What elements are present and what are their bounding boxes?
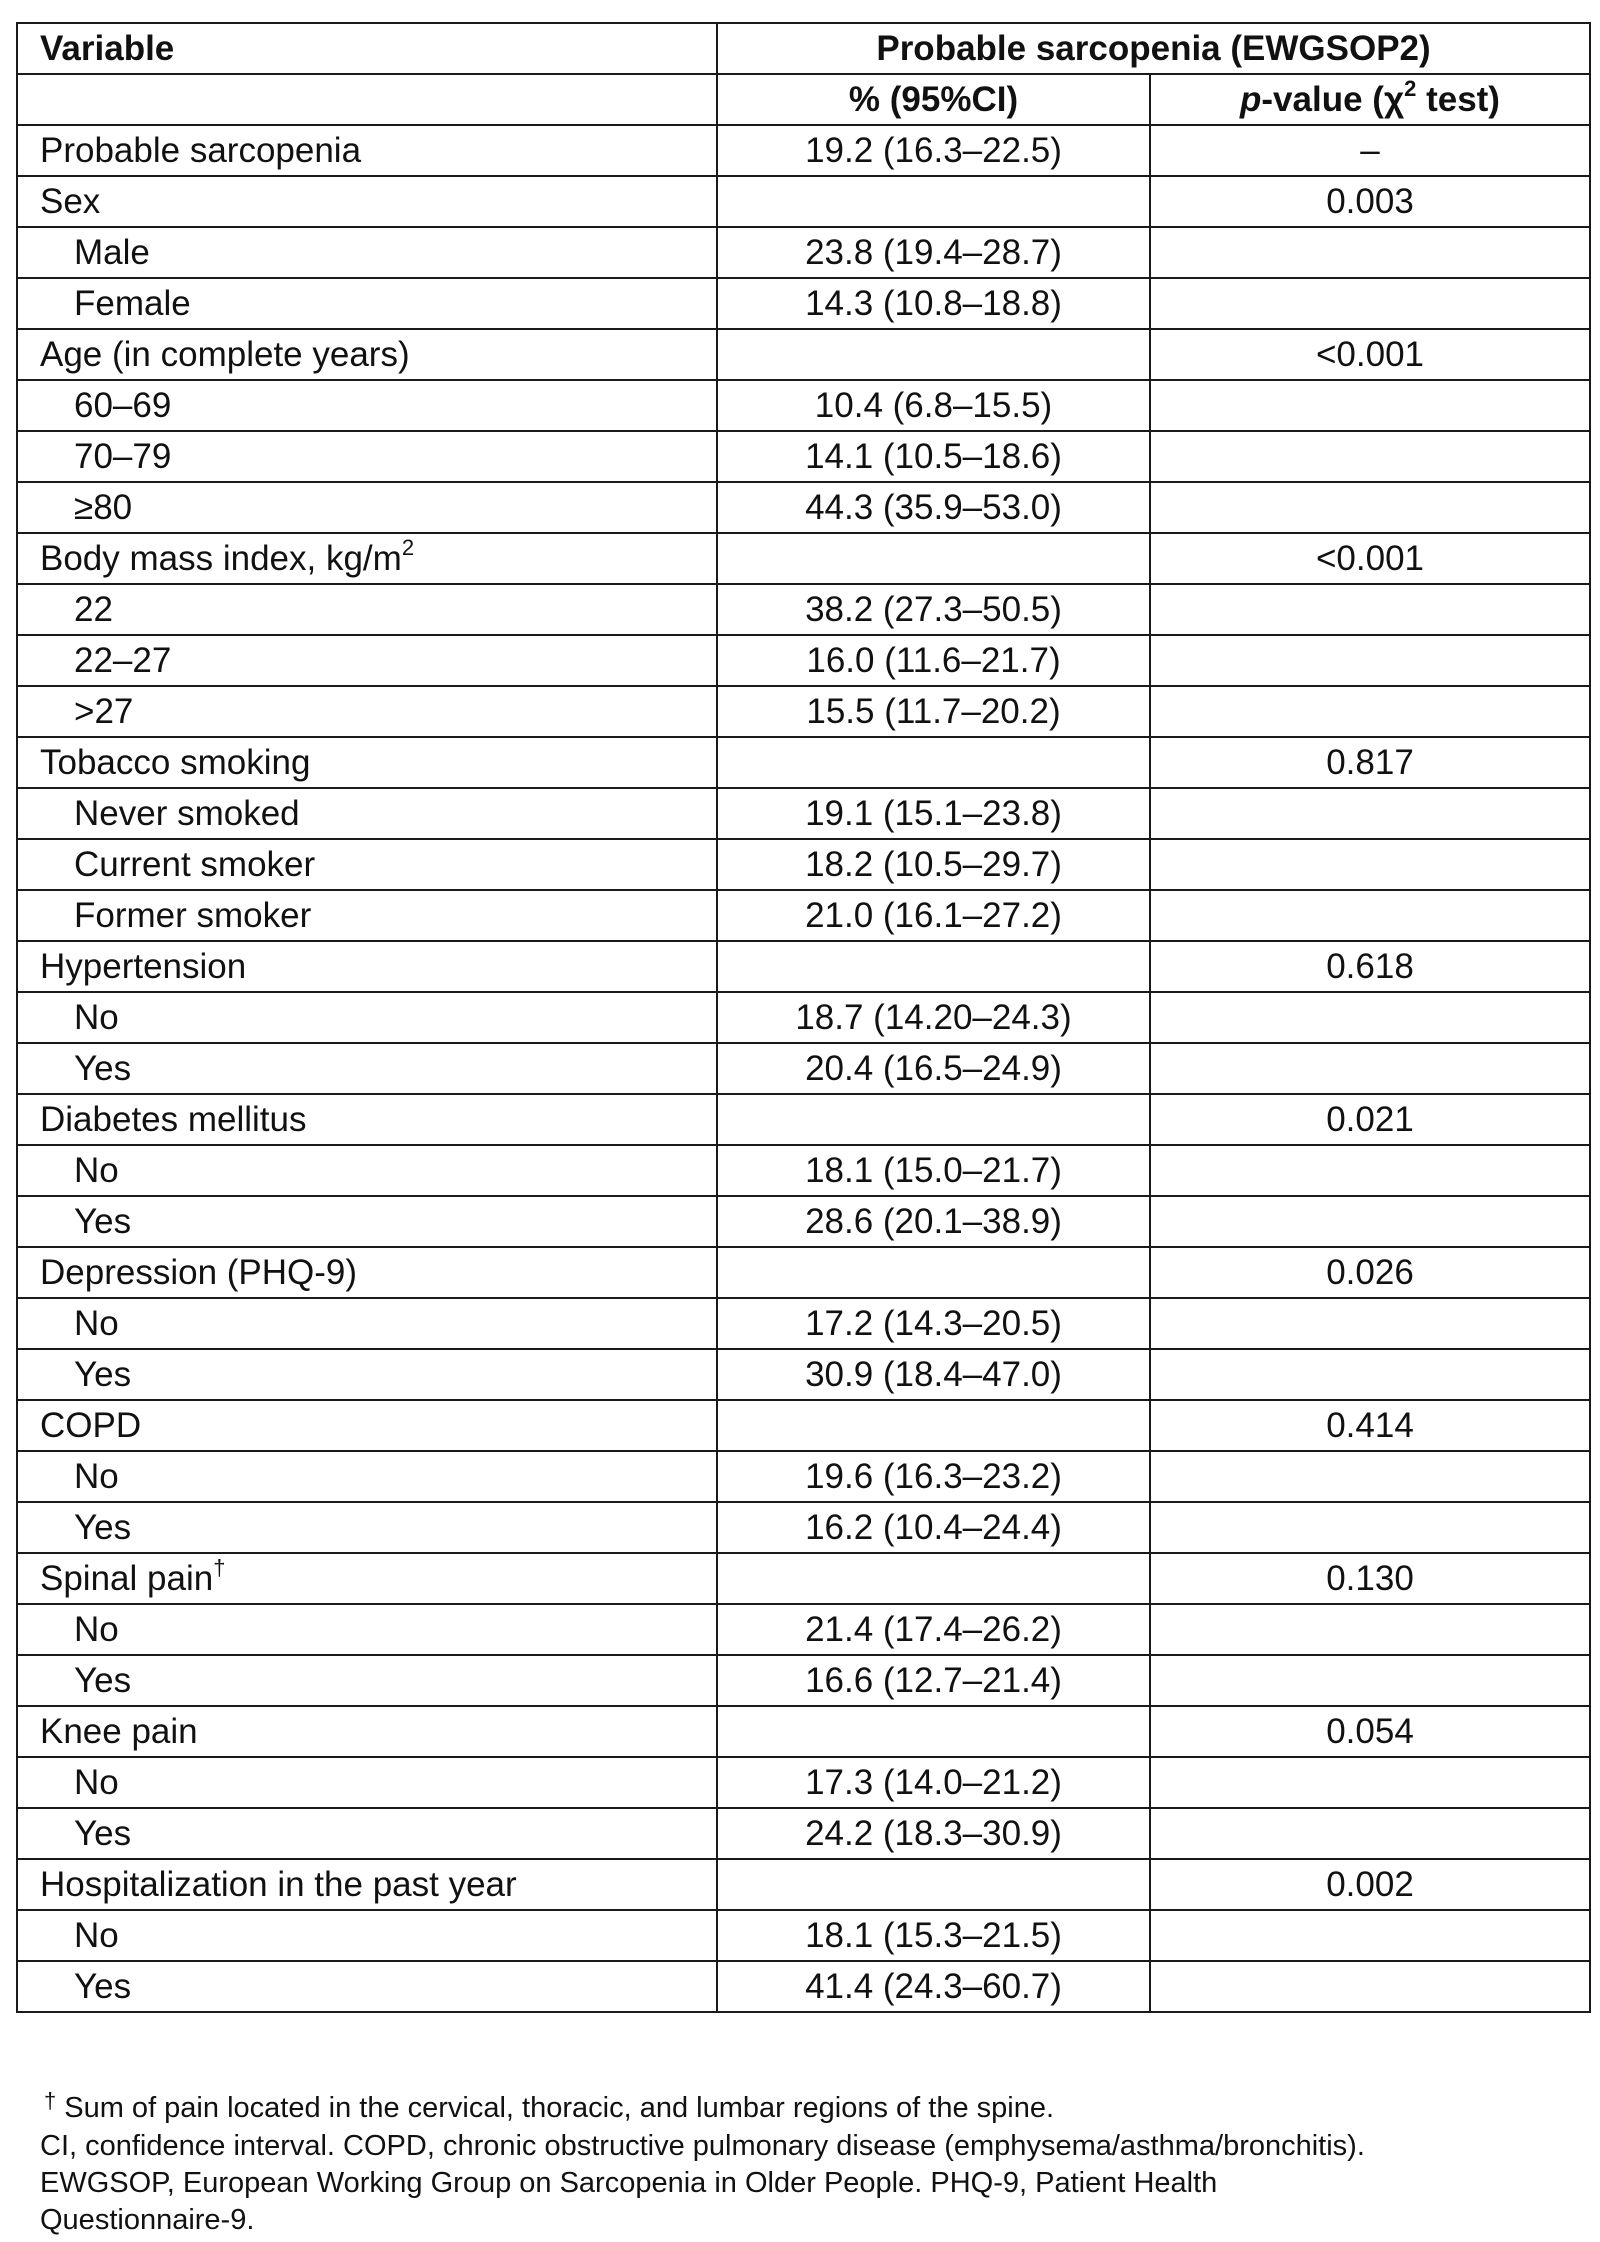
row-label	[17, 482, 717, 533]
row-p-value	[1150, 1196, 1590, 1247]
row-ci-value	[717, 1400, 1150, 1451]
row-p-value: 0.003	[1150, 176, 1590, 227]
row-label-text: No	[74, 1151, 119, 1190]
row-p-value	[1150, 278, 1590, 329]
row-ci-value: 28.6 (20.1–38.9)	[717, 1196, 1150, 1247]
row-label-text: Female	[74, 284, 191, 323]
table-row	[17, 1655, 1590, 1706]
row-ci-value: 21.0 (16.1–27.2)	[717, 890, 1150, 941]
row-p-value: –	[1150, 125, 1590, 176]
row-p-value	[1150, 1757, 1590, 1808]
row-label	[17, 227, 717, 278]
row-label-text: No	[74, 1763, 119, 1802]
row-label-text: Knee pain	[40, 1712, 198, 1751]
row-label-text: Depression (PHQ-9)	[40, 1253, 358, 1292]
row-label-text: No	[74, 1304, 119, 1343]
table-row	[17, 584, 1590, 635]
table-row	[17, 1094, 1590, 1145]
row-p-value	[1150, 890, 1590, 941]
sarcopenia-table	[16, 22, 1591, 2013]
row-label-sup: 2	[401, 535, 415, 560]
table-row	[17, 1349, 1590, 1400]
row-ci-value: 23.8 (19.4–28.7)	[717, 227, 1150, 278]
row-ci-value: 30.9 (18.4–47.0)	[717, 1349, 1150, 1400]
row-ci-value: 18.7 (14.20–24.3)	[717, 992, 1150, 1043]
row-label	[17, 176, 717, 227]
row-ci-value	[717, 1859, 1150, 1910]
row-label	[17, 839, 717, 890]
table-row	[17, 1043, 1590, 1094]
row-label	[17, 1451, 717, 1502]
footnote-abbrev-1: CI, confidence interval. COPD, chronic obstructive pulmonary disease (emphysema/asthma/bronchitis).	[40, 2130, 1365, 2162]
row-label-text: Current smoker	[74, 845, 316, 884]
row-ci-value	[717, 1553, 1150, 1604]
row-label	[17, 278, 717, 329]
table-row	[17, 839, 1590, 890]
row-ci-value: 14.3 (10.8–18.8)	[717, 278, 1150, 329]
row-label-text: 70–79	[74, 437, 172, 476]
row-label-text: No	[74, 1457, 119, 1496]
table-row	[17, 1553, 1590, 1604]
row-label-text: 22–27	[74, 641, 172, 680]
row-label	[17, 1604, 717, 1655]
table-row	[17, 992, 1590, 1043]
row-ci-value: 19.6 (16.3–23.2)	[717, 1451, 1150, 1502]
row-p-value: 0.054	[1150, 1706, 1590, 1757]
footnote-dagger	[44, 2090, 1570, 2128]
row-label	[17, 1961, 717, 2012]
row-label	[17, 1145, 717, 1196]
row-p-value	[1150, 1655, 1590, 1706]
row-ci-value: 14.1 (10.5–18.6)	[717, 431, 1150, 482]
row-ci-value: 19.2 (16.3–22.5)	[717, 125, 1150, 176]
row-label	[17, 584, 717, 635]
row-ci-value	[717, 941, 1150, 992]
table-row	[17, 278, 1590, 329]
row-ci-value: 20.4 (16.5–24.9)	[717, 1043, 1150, 1094]
row-ci-value: 18.1 (15.3–21.5)	[717, 1910, 1150, 1961]
header-p-value	[1150, 74, 1590, 125]
row-label	[17, 1859, 717, 1910]
row-label-text: Yes	[74, 1202, 132, 1241]
table-row	[17, 176, 1590, 227]
table-row	[17, 329, 1590, 380]
row-p-value: <0.001	[1150, 533, 1590, 584]
table-row	[17, 1451, 1590, 1502]
row-ci-value: 10.4 (6.8–15.5)	[717, 380, 1150, 431]
table-row	[17, 1706, 1590, 1757]
table-row	[17, 1298, 1590, 1349]
row-p-value	[1150, 992, 1590, 1043]
row-label	[17, 1808, 717, 1859]
row-ci-value	[717, 1706, 1150, 1757]
table-row	[17, 686, 1590, 737]
row-ci-value	[717, 1094, 1150, 1145]
row-label-text: Sex	[40, 182, 101, 221]
row-ci-value	[717, 176, 1150, 227]
row-p-value: 0.130	[1150, 1553, 1590, 1604]
table-row	[17, 1910, 1590, 1961]
row-p-value	[1150, 431, 1590, 482]
row-ci-value	[717, 737, 1150, 788]
row-label-text: Yes	[74, 1661, 132, 1700]
row-label-text: No	[74, 1916, 119, 1955]
results-table-container	[16, 22, 1589, 2013]
header-row-2	[17, 74, 1590, 125]
row-label-text: ≥80	[74, 488, 133, 527]
row-p-value	[1150, 482, 1590, 533]
row-label	[17, 1298, 717, 1349]
table-row	[17, 1400, 1590, 1451]
row-ci-value: 21.4 (17.4–26.2)	[717, 1604, 1150, 1655]
table-body	[17, 125, 1590, 2012]
header-group: Probable sarcopenia (EWGSOP2)	[717, 23, 1590, 74]
row-p-value	[1150, 635, 1590, 686]
row-label	[17, 1043, 717, 1094]
row-p-value	[1150, 380, 1590, 431]
row-ci-value: 38.2 (27.3–50.5)	[717, 584, 1150, 635]
row-ci-value: 16.6 (12.7–21.4)	[717, 1655, 1150, 1706]
row-label	[17, 890, 717, 941]
table-row	[17, 635, 1590, 686]
header-ci: % (95%CI)	[717, 74, 1150, 125]
row-p-value	[1150, 1502, 1590, 1553]
footnotes	[40, 2090, 1570, 2239]
row-label-text: Spinal pain	[40, 1559, 214, 1598]
row-label	[17, 686, 717, 737]
row-label-text: Diabetes mellitus	[40, 1100, 307, 1139]
table-row	[17, 890, 1590, 941]
row-ci-value: 44.3 (35.9–53.0)	[717, 482, 1150, 533]
row-ci-value: 16.2 (10.4–24.4)	[717, 1502, 1150, 1553]
row-label	[17, 941, 717, 992]
row-label	[17, 1910, 717, 1961]
table-row	[17, 737, 1590, 788]
row-p-value	[1150, 1910, 1590, 1961]
row-ci-value: 41.4 (24.3–60.7)	[717, 1961, 1150, 2012]
table-row	[17, 380, 1590, 431]
table-row	[17, 1859, 1590, 1910]
row-label-text: Body mass index, kg/m	[40, 539, 402, 578]
row-label	[17, 1349, 717, 1400]
row-label	[17, 329, 717, 380]
row-p-value: <0.001	[1150, 329, 1590, 380]
header-empty	[17, 74, 717, 125]
row-label-text: Yes	[74, 1508, 132, 1547]
table-row	[17, 1757, 1590, 1808]
row-label	[17, 1706, 717, 1757]
row-label	[17, 1094, 717, 1145]
row-ci-value	[717, 533, 1150, 584]
row-ci-value: 18.1 (15.0–21.7)	[717, 1145, 1150, 1196]
row-label	[17, 788, 717, 839]
footnote-abbrev-3: Questionnaire-9.	[40, 2204, 255, 2236]
row-label-text: Yes	[74, 1355, 132, 1394]
table-row	[17, 533, 1590, 584]
row-label-text: Yes	[74, 1967, 132, 2006]
row-label-text: Male	[74, 233, 150, 272]
row-p-value	[1150, 1451, 1590, 1502]
row-label-text: Age (in complete years)	[40, 335, 410, 374]
header-variable: Variable	[17, 23, 717, 74]
row-label	[17, 1247, 717, 1298]
table-row	[17, 1604, 1590, 1655]
row-p-value: 0.002	[1150, 1859, 1590, 1910]
row-ci-value	[717, 1247, 1150, 1298]
row-label	[17, 1502, 717, 1553]
row-label	[17, 431, 717, 482]
row-p-value: 0.618	[1150, 941, 1590, 992]
row-label	[17, 635, 717, 686]
row-p-value: 0.414	[1150, 1400, 1590, 1451]
table-row	[17, 1196, 1590, 1247]
row-label-text: >27	[74, 692, 134, 731]
row-p-value	[1150, 584, 1590, 635]
row-ci-value: 19.1 (15.1–23.8)	[717, 788, 1150, 839]
row-label	[17, 1757, 717, 1808]
table-row	[17, 1145, 1590, 1196]
row-ci-value: 17.3 (14.0–21.2)	[717, 1757, 1150, 1808]
header-p-sup: 2	[1404, 76, 1417, 101]
row-p-value	[1150, 788, 1590, 839]
row-label	[17, 1553, 717, 1604]
row-p-value	[1150, 1961, 1590, 2012]
row-p-value	[1150, 1604, 1590, 1655]
header-p-italic: p	[1240, 80, 1262, 119]
row-p-value	[1150, 839, 1590, 890]
row-p-value: 0.021	[1150, 1094, 1590, 1145]
row-label-text: COPD	[40, 1406, 142, 1445]
row-label-text: 22	[74, 590, 113, 629]
row-p-value	[1150, 686, 1590, 737]
row-label	[17, 1196, 717, 1247]
table-row	[17, 788, 1590, 839]
footnote-abbrev-2: EWGSOP, European Working Group on Sarcopenia in Older People. PHQ-9, Patient Health	[40, 2167, 1218, 2199]
row-label	[17, 992, 717, 1043]
row-p-value	[1150, 1043, 1590, 1094]
row-p-value	[1150, 1145, 1590, 1196]
row-label-text: Hospitalization in the past year	[40, 1865, 517, 1904]
row-ci-value: 17.2 (14.3–20.5)	[717, 1298, 1150, 1349]
table-row	[17, 431, 1590, 482]
row-label	[17, 125, 717, 176]
row-label-sup: †	[213, 1555, 226, 1580]
table-row	[17, 125, 1590, 176]
header-p-rest: -value (χ	[1261, 80, 1405, 119]
row-label-text: Probable sarcopenia	[40, 131, 362, 170]
row-label	[17, 737, 717, 788]
row-label	[17, 1655, 717, 1706]
row-ci-value: 24.2 (18.3–30.9)	[717, 1808, 1150, 1859]
row-label	[17, 533, 717, 584]
table-row	[17, 482, 1590, 533]
table-row	[17, 1247, 1590, 1298]
row-label	[17, 380, 717, 431]
row-ci-value: 18.2 (10.5–29.7)	[717, 839, 1150, 890]
table-row	[17, 227, 1590, 278]
row-label-text: Yes	[74, 1049, 132, 1088]
row-label-text: Yes	[74, 1814, 132, 1853]
row-ci-value	[717, 329, 1150, 380]
row-label-text: 60–69	[74, 386, 172, 425]
row-p-value	[1150, 1808, 1590, 1859]
row-p-value	[1150, 1349, 1590, 1400]
row-label-text: No	[74, 1610, 119, 1649]
row-p-value: 0.817	[1150, 737, 1590, 788]
row-label-text: Never smoked	[74, 794, 300, 833]
row-label-text: No	[74, 998, 119, 1037]
row-ci-value: 15.5 (11.7–20.2)	[717, 686, 1150, 737]
row-p-value	[1150, 227, 1590, 278]
row-label-text: Tobacco smoking	[40, 743, 311, 782]
row-label-text: Hypertension	[40, 947, 247, 986]
table-row	[17, 1502, 1590, 1553]
table-row	[17, 1808, 1590, 1859]
header-p-end: test)	[1416, 80, 1500, 119]
row-label	[17, 1400, 717, 1451]
row-ci-value: 16.0 (11.6–21.7)	[717, 635, 1150, 686]
table-row	[17, 941, 1590, 992]
header-row-1	[17, 23, 1590, 74]
row-p-value: 0.026	[1150, 1247, 1590, 1298]
row-label-text: Former smoker	[74, 896, 312, 935]
table-row	[17, 1961, 1590, 2012]
footnote-dagger-text: Sum of pain located in the cervical, thoracic, and lumbar regions of the spine.	[64, 2092, 1055, 2124]
row-p-value	[1150, 1298, 1590, 1349]
dagger-mark: †	[44, 2088, 57, 2113]
